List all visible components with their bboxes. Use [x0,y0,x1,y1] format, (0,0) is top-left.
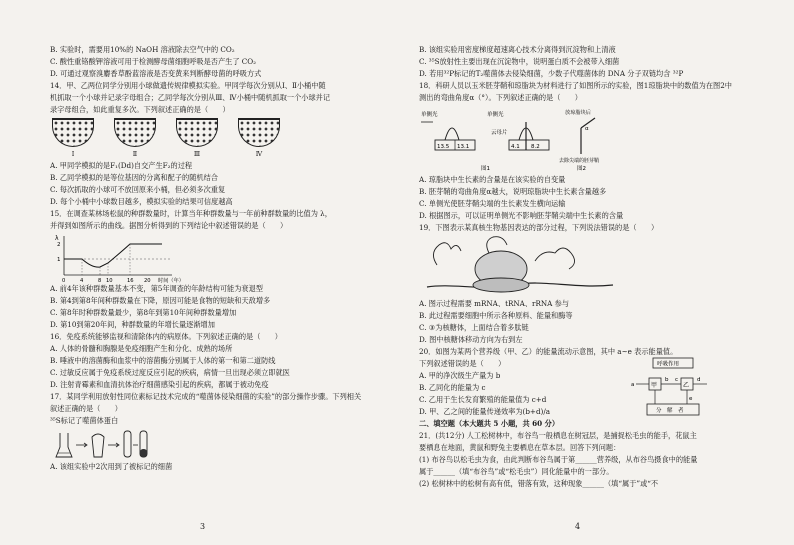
bucket-label: Ⅳ [255,150,263,158]
question-15 [50,208,387,331]
respiration-label: 呼吸作用 [657,361,680,368]
option: A. 琼脂块中生长素的含量是在该实验的自变量 [419,175,566,184]
energy-label: a [631,382,635,388]
option: A. 甲同学模拟的是F₁(Dd)自交产生F₂的过程 [50,161,193,170]
light-label: 单侧光 [421,112,438,118]
section-heading: 二、填空题（本大题共 5 小题，共 60 分） [419,419,560,428]
x-tick: 20 [144,278,151,283]
option: C. 单侧光使胚芽鞘尖端的生长素发生横向运输 [419,199,566,208]
option: A. 图示过程需要 mRNA、tRNA、rRNA 参与 [419,299,570,308]
mica-label: 云母片 [491,130,508,136]
bucket-4 [238,118,280,158]
question-20 [419,346,754,418]
trna-icon [535,248,575,269]
sub-question: 属于______（填“布谷鸟”或“松毛虫”）同化能量中的一部分。 [419,467,614,476]
coleoptile-tip [445,128,459,140]
option: D. 图中核糖体移动方向为右到左 [419,335,523,344]
option: C. 乙用于生长发育繁殖的能量值为 c+d [419,395,547,404]
bucket-label: Ⅲ [193,150,201,158]
option: B. 此过程需要细胞中所示各种原料、能量和酶等 [419,311,573,320]
trophic-label: 甲 [651,382,658,389]
y-tick: 2 [57,242,61,248]
agar-value: 13.5 [437,144,450,150]
angle-label: α [585,126,589,132]
question-19 [419,222,754,346]
option: D. 甲、乙之间的能量传递效率为(b+d)/a [419,407,551,416]
bucket-icon [114,118,156,147]
y-tick: 1 [57,257,61,263]
option: B. 该组实验用密度梯度超速离心技术分离得到沉淀物和上清液 [419,45,616,54]
question-stem: 17．某同学利用放射性同位素标记技术完成的“噬菌体侵染细菌的实验”的部分操作步骤。下列相关 [50,392,362,401]
option: A. 甲的净次级生产量为 b [419,371,501,380]
option: B. 乙同化的能量为 c [419,383,486,392]
flask-icon [56,433,72,457]
option: B. 第4到第8年间种群数量在下降，原因可能是食物的短缺和天敌增多 [50,296,271,305]
top-options [50,44,387,80]
bucket-label: Ⅰ [71,150,75,158]
question-16 [50,331,387,391]
x-tick: 10 [106,278,113,283]
decomposer-label: 分 解 者 [656,408,684,414]
agar-value: 4.1 [511,144,520,150]
energy-label: e [689,396,693,402]
figure-caption: 图2 [577,166,586,172]
agar-value: 13.1 [457,144,470,150]
question-14 [50,80,387,208]
test-tube-icon [124,431,131,457]
page-number: 4 [575,522,581,531]
ribosome-small-subunit [473,278,529,292]
trophic-label: 乙 [683,382,690,389]
bucket-icon [176,118,218,147]
question-stem: 并得到如图所示的曲线。据图分析得到的下列结论中叙述错误的是（ ） [50,221,288,230]
text-line: D. 可通过观察溴麝香草酚蓝溶液是否变黄来判断酵母菌的呼吸方式 [50,69,262,78]
trna-icon [433,243,461,265]
sub-question: (1) 布谷鸟以松毛虫为食，由此判断布谷鸟属于第______营养级，从布谷鸟摄食中的能量 [419,455,698,464]
question-stem: 16．免疫系统能够监视和清除体内的病原体。下列叙述正确的是（ ） [50,332,282,341]
coleoptile-figure [419,106,749,174]
lambda-curve [64,244,162,267]
question-stem: 机抓取一个小球并记录字母组合；乙同学每次分别从Ⅲ、Ⅳ小桶中随机抓取一个小球并记 [50,93,331,102]
question-17 [50,391,387,473]
option: C. ³⁵S放射性主要出现在沉淀物中，说明蛋白质不会被带入细菌 [419,57,620,66]
option: D. 每个小桶中小球数目越多，模拟实验的结果可信度越高 [50,197,233,206]
figure-caption: 图1 [481,166,490,172]
question-stem: 15．在调查某林场松鼠的种群数量时，计算当年种群数量与一年前种群数量的比值为 λ， [50,209,332,218]
figure-caption: ³⁵S标记了噬菌体蛋白 [50,416,119,425]
question-stem: 录字母组合，如此重复多次。下列叙述正确的是（ ） [50,105,230,114]
cut-label: 去除尖端的胚芽鞘 [559,158,600,164]
option: B. 唾液中的溶菌酶和血浆中的溶菌酶分别属于人体的第一和第二道防线 [50,356,276,365]
option: B. 胚芽鞘的弯曲角度α越大，说明琼脂块中生长素含量越多 [419,187,607,196]
bucket-icon [52,118,94,147]
bucket-figure [52,118,387,158]
energy-label: b [665,377,669,383]
option: C. 第8年时种群数量最少，第8年到第10年间种群数量增加 [50,308,237,317]
energy-label: d [697,377,701,383]
text-line: C. 酸性重铬酸钾溶液可用于检测酵母菌细胞呼吸是否产生了 CO₂ [50,57,257,66]
lambda-curve-chart [52,233,212,283]
bucket-icon [238,118,280,147]
question-stem: 叙述正确的是（ ） [50,404,122,413]
question-stem: 下列叙述错误的是（ ） [419,359,506,368]
option: D. 注射青霉素和血清抗体治疗细菌感染引起的疾病，都属于被动免疫 [50,380,269,389]
question-stem: 要栖息在地面，黄鼠和野兔主要栖息在草本层。回答下列问题： [419,443,621,452]
x-tick: 16 [127,278,134,283]
y-axis-label: λ [55,235,59,242]
energy-flow-figure [631,356,715,418]
question-stem: 14．甲、乙两位同学分别用小球做遗传规律模拟实验。甲同学每次分别从Ⅰ、Ⅱ小桶中随 [50,81,326,90]
text-line: B. 实验时，需要用10%的 NaOH 溶液除去空气中的 CO₂ [50,45,235,54]
question-21 [419,430,754,490]
question-stem: 21．(共12分) 人工松树林中，布谷鸟一般栖息在树冠层，是捕捉松毛虫的能手，花鼠主 [419,431,697,440]
beaker-icon [92,434,104,457]
x-tick: 0 [62,278,66,283]
question-stem: 测出的弯曲角度α（°）。下列叙述正确的是（ ） [419,93,582,102]
question-stem: 20．如图为某两个营养级（甲、乙）的能量流动示意图，其中 a~e 表示能量值。 [419,347,678,356]
option: A. 该组实验中2次用到了被标记的细菌 [50,462,173,471]
sub-question: (2) 松树林中的松树有高有低，错落有致，这种现象______（填“属于”或“不 [419,479,659,488]
page-number: 3 [200,522,206,531]
question-18 [419,80,754,222]
bucket-2 [114,118,156,158]
phage-experiment-figure [54,427,174,461]
question-stem: 18．科研人员以玉米胚芽鞘和琼脂块为材料进行了如图所示的实验，图1琼脂块中的数值为在图2中 [419,81,732,90]
option: D. 若用³²P标记的T₂噬菌体去侵染细菌，少数子代噬菌体的 DNA 分子双链均含 ³²P [419,69,684,78]
option: B. 乙同学模拟的是等位基因的分离和配子的随机结合 [50,173,218,182]
bucket-label: Ⅱ [132,150,138,158]
option: C. 过敏反应属于免疫系统过度反应引起的疾病，病情一旦出现必须立即就医 [50,368,290,377]
sediment [140,449,147,457]
x-tick: 8 [98,278,102,283]
q17-continued [419,44,754,80]
agar-value: 8.2 [531,144,540,150]
option: C. ③为核糖体，上面结合着多肽链 [419,323,529,332]
bucket-3 [176,118,218,158]
bucket-1 [52,118,94,158]
option: D. 第10到第20年间，种群数量的年增长量逐渐增加 [50,320,215,329]
x-axis-label: 时间（年） [158,278,184,283]
light-label: 单侧光 [487,112,504,118]
right-page [397,0,794,545]
question-stem: 19．下图表示某真核生物基因表达的部分过程，下列说法错误的是（ ） [419,223,659,232]
energy-label: c [675,377,679,383]
bend-label: 放琼脂块后 [565,110,591,116]
option: A. 人体的骨髓和胸腺是免疫细胞产生和分化、成熟的场所 [50,344,233,353]
option: D. 根据图示，可以证明单侧光不影响胚芽鞘尖端中生长素的含量 [419,211,624,220]
x-tick: 4 [80,278,84,283]
option: C. 每次抓取的小球可不放回原来小桶，但必须多次重复 [50,185,226,194]
polypeptide-chain [487,237,507,253]
translation-figure [423,235,623,297]
option: A. 前4年该种群数量基本不变，第5年调查的年龄结构可能为衰退型 [50,284,263,293]
